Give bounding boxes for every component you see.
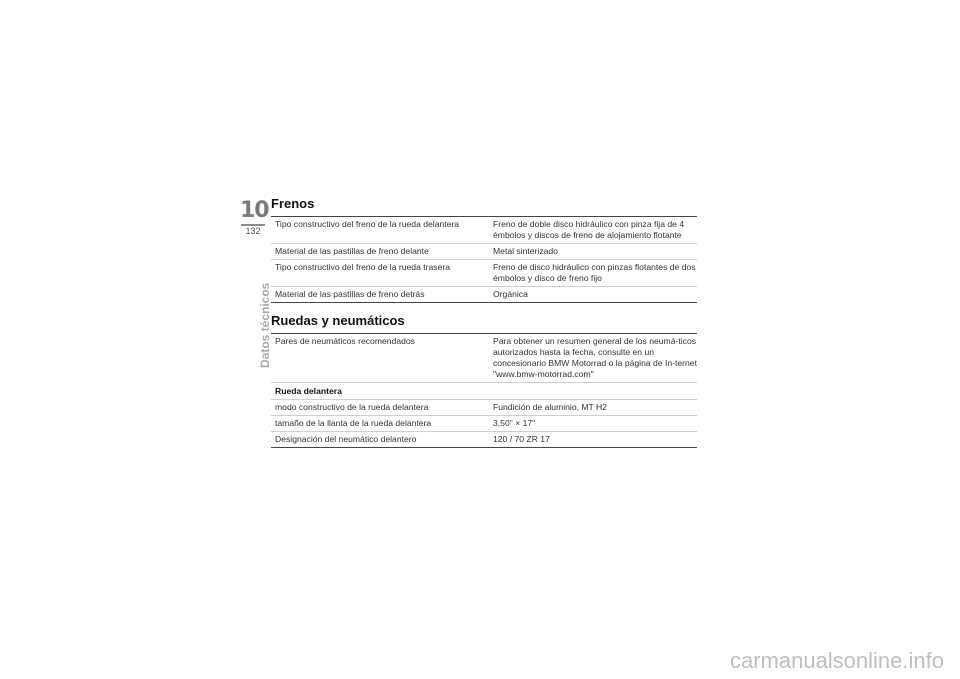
spec-value: 3,50" × 17" [489, 416, 697, 432]
spec-label: tamaño de la llanta de la rueda delantera [271, 416, 489, 432]
table-row [271, 244, 697, 260]
chapter-side-title: Datos técnicos [258, 282, 272, 368]
table-row [271, 400, 697, 416]
spec-label: Tipo constructivo del freno de la rueda trasera [271, 260, 489, 287]
spec-label: Material de las pastillas de freno delante [271, 244, 489, 260]
spec-value: Freno de disco hidráulico con pinzas flotantes de dos émbolos y disco de freno fijo [489, 260, 697, 287]
table-row [271, 287, 697, 303]
spec-label: Pares de neumáticos recomendados [271, 334, 489, 383]
spec-label: Material de las pastillas de freno detrás [271, 287, 489, 303]
spec-value: Metal sinterizado [489, 244, 697, 260]
chapter-number: 10 [240, 198, 269, 223]
page-content [271, 196, 697, 448]
spec-value: Orgánica [489, 287, 697, 303]
table-subheading-row [271, 383, 697, 400]
spec-value: Freno de doble disco hidráulico con pinza fija de 4 émbolos y discos de freno de alojamiento flotante [489, 217, 697, 244]
table-row [271, 217, 697, 244]
spec-label: modo constructivo de la rueda delantera [271, 400, 489, 416]
spec-label: Designación del neumático delantero [271, 432, 489, 448]
table-row [271, 416, 697, 432]
spec-value: Fundición de aluminio, MT H2 [489, 400, 697, 416]
table-row [271, 260, 697, 287]
spec-value: Para obtener un resumen general de los neumá-ticos autorizados hasta la fecha, consulte en un concesionario BMW Motorrad o la página de In-ternet "www.bmw-motorrad.com" [489, 334, 697, 383]
section-title-ruedas: Ruedas y neumáticos [271, 313, 405, 328]
section-title-frenos: Frenos [271, 196, 315, 211]
table-row [271, 432, 697, 448]
spec-value: 120 / 70 ZR 17 [489, 432, 697, 448]
brakes-spec-table [271, 216, 697, 303]
watermark: carmanualsonline.info [729, 648, 944, 673]
page-number: 132 [245, 226, 261, 236]
subheading-front-wheel: Rueda delantera [271, 383, 697, 400]
wheels-spec-table [271, 333, 697, 448]
spec-label: Tipo constructivo del freno de la rueda delantera [271, 217, 489, 244]
table-row [271, 334, 697, 383]
